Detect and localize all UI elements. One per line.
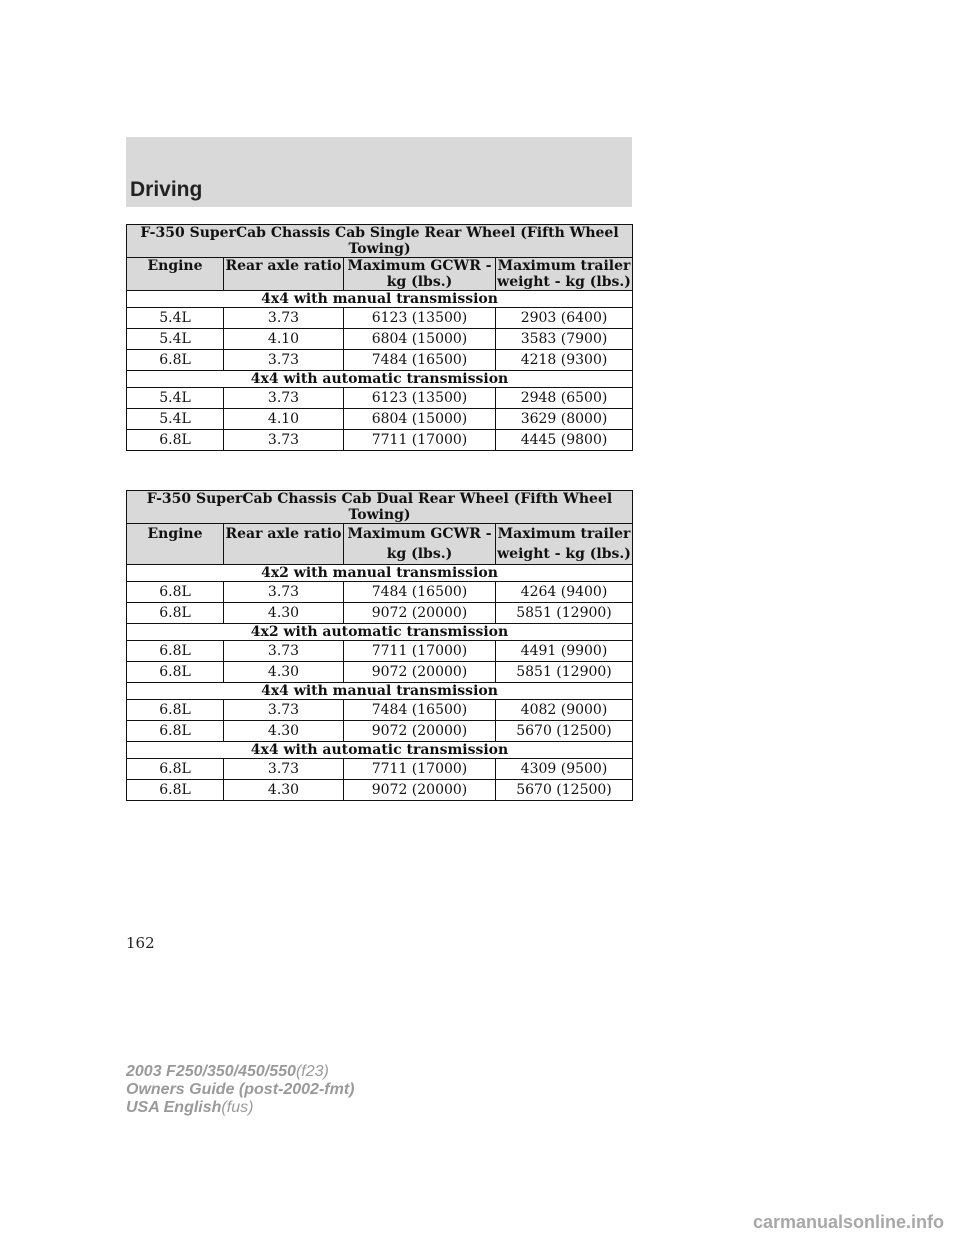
cell-gcwr: 6123 (13500) xyxy=(344,308,496,329)
cell-engine: 6.8L xyxy=(127,641,224,662)
section-header-row xyxy=(127,371,633,388)
table-row xyxy=(127,582,633,603)
footer-language: USA English xyxy=(126,1099,222,1116)
cell-trailer: 4264 (9400) xyxy=(496,582,633,603)
cell-ratio: 3.73 xyxy=(224,582,344,603)
col-max-trailer-weight: Maximum trailer weight - kg (lbs.) xyxy=(496,524,633,565)
cell-trailer: 3629 (8000) xyxy=(496,409,633,430)
cell-trailer: 5670 (12500) xyxy=(496,780,633,801)
cell-engine: 5.4L xyxy=(127,329,224,350)
cell-gcwr: 9072 (20000) xyxy=(344,662,496,683)
table-row xyxy=(127,721,633,742)
cell-trailer: 2903 (6400) xyxy=(496,308,633,329)
section-header-row xyxy=(127,565,633,582)
cell-gcwr: 9072 (20000) xyxy=(344,780,496,801)
cell-engine: 6.8L xyxy=(127,662,224,683)
table-row xyxy=(127,430,633,451)
section-header-row xyxy=(127,683,633,700)
footer-model: 2003 F250/350/450/550 xyxy=(126,1063,296,1080)
table-row xyxy=(127,603,633,624)
cell-gcwr: 7484 (16500) xyxy=(344,700,496,721)
cell-ratio: 4.30 xyxy=(224,662,344,683)
cell-engine: 6.8L xyxy=(127,582,224,603)
towing-table-dual-rear-wheel xyxy=(126,490,633,801)
table-row xyxy=(127,641,633,662)
section-label: 4x2 with automatic transmission xyxy=(127,624,633,641)
footer-line-guide xyxy=(126,1081,354,1099)
cell-trailer: 5851 (12900) xyxy=(496,603,633,624)
watermark: carmanualsonline.info xyxy=(752,1212,944,1232)
cell-ratio: 4.30 xyxy=(224,603,344,624)
col-max-gcwr: Maximum GCWR - kg (lbs.) xyxy=(344,258,496,291)
footer-guide: Owners Guide (post-2002-fmt) xyxy=(126,1081,355,1098)
cell-trailer: 5670 (12500) xyxy=(496,721,633,742)
cell-trailer: 4309 (9500) xyxy=(496,759,633,780)
cell-gcwr: 6804 (15000) xyxy=(344,329,496,350)
table-title: F-350 SuperCab Chassis Cab Single Rear Wheel (Fifth Wheel Towing) xyxy=(127,225,633,258)
section-label: 4x4 with manual transmission xyxy=(127,291,633,308)
cell-trailer: 4445 (9800) xyxy=(496,430,633,451)
table-row xyxy=(127,662,633,683)
cell-ratio: 3.73 xyxy=(224,350,344,371)
cell-ratio: 3.73 xyxy=(224,388,344,409)
col-rear-axle-ratio: Rear axle ratio xyxy=(224,524,344,565)
col-engine: Engine xyxy=(127,524,224,565)
cell-gcwr: 9072 (20000) xyxy=(344,603,496,624)
towing-table-single-rear-wheel xyxy=(126,224,633,451)
cell-ratio: 4.30 xyxy=(224,721,344,742)
table-row xyxy=(127,350,633,371)
section-title: Driving xyxy=(130,178,203,201)
cell-gcwr: 7711 (17000) xyxy=(344,641,496,662)
section-header-row xyxy=(127,624,633,641)
cell-ratio: 3.73 xyxy=(224,759,344,780)
cell-ratio: 3.73 xyxy=(224,700,344,721)
cell-gcwr: 7711 (17000) xyxy=(344,430,496,451)
cell-engine: 5.4L xyxy=(127,388,224,409)
cell-gcwr: 7711 (17000) xyxy=(344,759,496,780)
footer-line-language xyxy=(126,1099,354,1117)
cell-engine: 6.8L xyxy=(127,759,224,780)
section-header-row xyxy=(127,291,633,308)
section-header-row xyxy=(127,742,633,759)
cell-ratio: 3.73 xyxy=(224,641,344,662)
col-rear-axle-ratio: Rear axle ratio xyxy=(224,258,344,291)
cell-gcwr: 7484 (16500) xyxy=(344,350,496,371)
cell-engine: 5.4L xyxy=(127,308,224,329)
cell-gcwr: 7484 (16500) xyxy=(344,582,496,603)
col-max-gcwr: Maximum GCWR - kg (lbs.) xyxy=(344,524,496,565)
footer-language-code: (fus) xyxy=(221,1099,254,1116)
table-row xyxy=(127,388,633,409)
footer-line-model xyxy=(126,1063,354,1081)
cell-engine: 6.8L xyxy=(127,603,224,624)
cell-ratio: 4.10 xyxy=(224,409,344,430)
cell-trailer: 4491 (9900) xyxy=(496,641,633,662)
cell-gcwr: 6804 (15000) xyxy=(344,409,496,430)
cell-trailer: 3583 (7900) xyxy=(496,329,633,350)
cell-ratio: 4.10 xyxy=(224,329,344,350)
cell-ratio: 3.73 xyxy=(224,308,344,329)
table-row xyxy=(127,308,633,329)
section-label: 4x2 with manual transmission xyxy=(127,565,633,582)
table-title: F-350 SuperCab Chassis Cab Dual Rear Wheel (Fifth Wheel Towing) xyxy=(127,491,633,524)
table-row xyxy=(127,329,633,350)
cell-engine: 6.8L xyxy=(127,350,224,371)
cell-engine: 6.8L xyxy=(127,700,224,721)
cell-trailer: 5851 (12900) xyxy=(496,662,633,683)
table-row xyxy=(127,759,633,780)
cell-engine: 6.8L xyxy=(127,780,224,801)
footer-model-code: (f23) xyxy=(295,1063,329,1080)
col-max-trailer-weight: Maximum trailer weight - kg (lbs.) xyxy=(497,258,631,290)
document-footer xyxy=(126,1063,354,1117)
section-label: 4x4 with automatic transmission xyxy=(127,742,633,759)
cell-trailer: 2948 (6500) xyxy=(496,388,633,409)
cell-trailer: 4218 (9300) xyxy=(496,350,633,371)
page-number: 162 xyxy=(126,934,155,952)
col-engine: Engine xyxy=(127,258,224,291)
cell-engine: 5.4L xyxy=(127,409,224,430)
cell-gcwr: 6123 (13500) xyxy=(344,388,496,409)
cell-engine: 6.8L xyxy=(127,430,224,451)
cell-gcwr: 9072 (20000) xyxy=(344,721,496,742)
cell-trailer: 4082 (9000) xyxy=(496,700,633,721)
cell-engine: 6.8L xyxy=(127,721,224,742)
section-label: 4x4 with manual transmission xyxy=(127,683,633,700)
table-row xyxy=(127,409,633,430)
table-row xyxy=(127,700,633,721)
cell-ratio: 4.30 xyxy=(224,780,344,801)
cell-ratio: 3.73 xyxy=(224,430,344,451)
table-row xyxy=(127,780,633,801)
section-label: 4x4 with automatic transmission xyxy=(127,371,633,388)
